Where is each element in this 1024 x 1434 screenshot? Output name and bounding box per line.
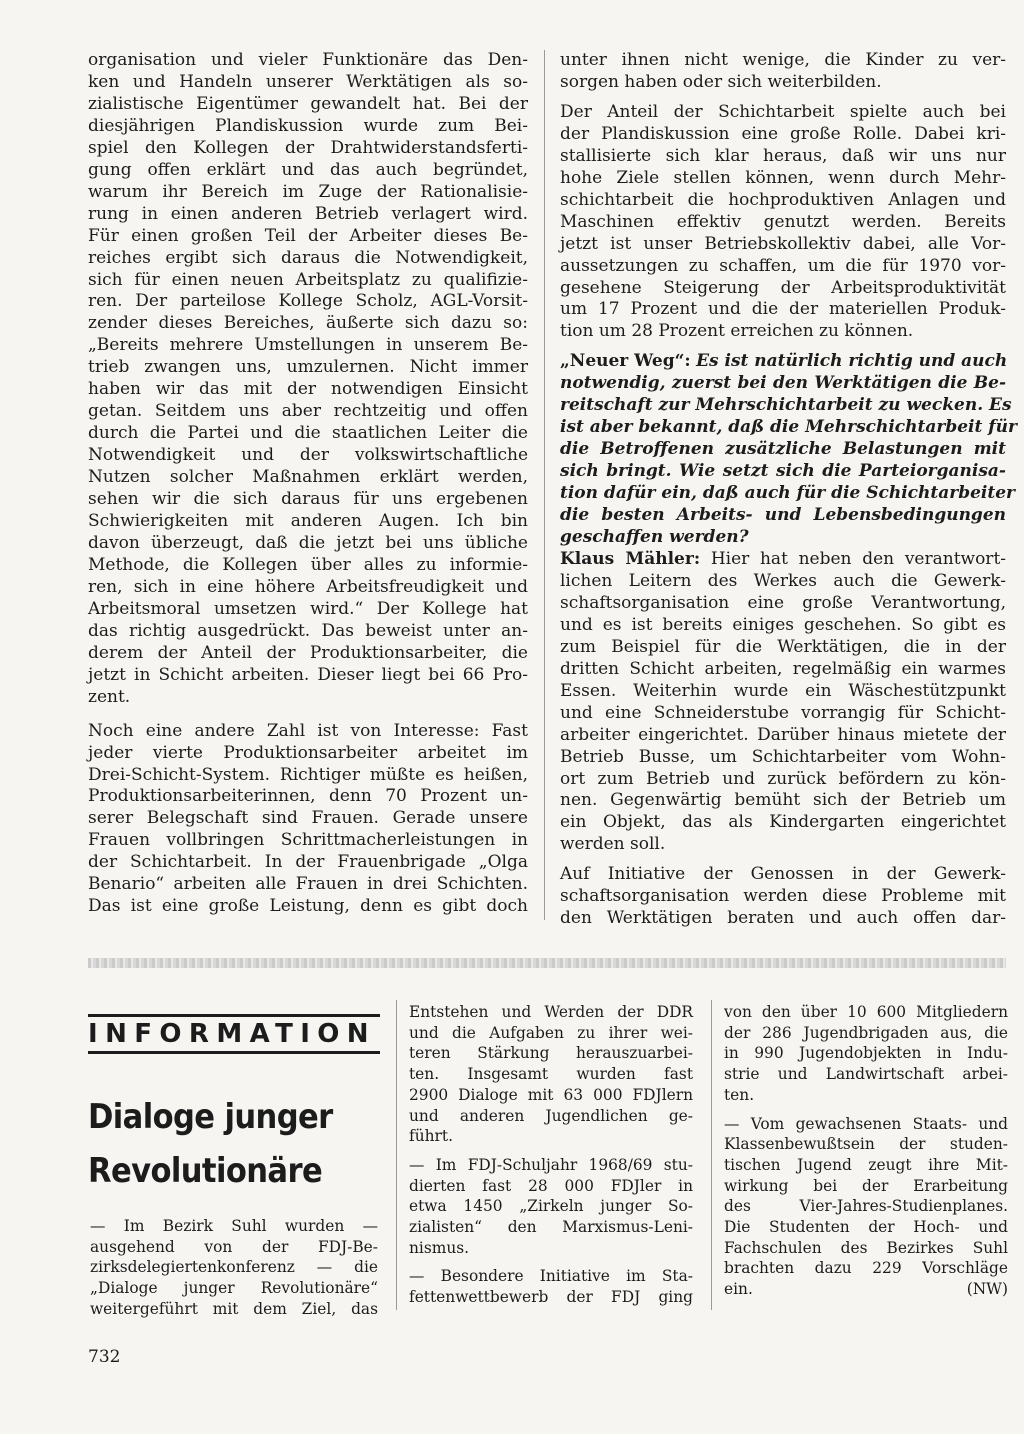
- text-line: Entstehen und Werden der DDR: [409, 1003, 693, 1021]
- text-line: zirksdelegiertenkonferenz — die: [90, 1258, 378, 1277]
- section-separator: [88, 958, 1006, 968]
- text-line: unter ihnen nicht wenige, die Kinder zu ver-: [560, 50, 1006, 70]
- answer-line: und es ist bereits einiges geschehen. So gibt es: [560, 614, 1006, 635]
- question-line: notwendig, zuerst bei den Werktätigen die Be-: [560, 373, 1006, 394]
- text-line: fettenwettbewerb der FDJ ging: [409, 1288, 693, 1307]
- text-line: der 286 Jugendbrigaden aus, die: [724, 1023, 1008, 1042]
- text-line: davon überzeugt, daß die jetzt bei uns übliche: [88, 532, 528, 553]
- paragraph-scholz-quote: [88, 50, 528, 709]
- text-line: der Plandiskussion eine große Rolle. Dabei kri-: [560, 123, 1006, 144]
- text-line: Benario“ arbeiten alle Frauen in drei Schichten.: [88, 874, 528, 895]
- interviewee-label: Klaus Mähler:: [560, 548, 701, 569]
- text-line: sich für einen neuen Arbeitsplatz zu qualifizie-: [88, 269, 528, 290]
- text-line: trieb zwangen uns, umzulernen. Nicht immer: [88, 357, 528, 378]
- text-line: aussetzungen zu schaffen, um die für 1970 vor-: [560, 255, 1006, 276]
- text-line: strie und Landwirtschaft arbei-: [724, 1065, 1008, 1084]
- text-line: schaftsorganisation werden diese Probleme mit: [560, 886, 1006, 907]
- text-line: ten.: [724, 1085, 755, 1104]
- text-line: des Vier-Jahres-Studienplanes.: [724, 1197, 1008, 1216]
- headline-line-2: Revolutionäre: [88, 1151, 323, 1191]
- question-line: [560, 351, 1006, 373]
- closing-word: ein.: [724, 1280, 753, 1299]
- text-line: zent.: [88, 686, 131, 707]
- column-rule-bottom-1: [396, 1000, 397, 1310]
- text-line: Maschinen effektiv genutzt werden. Bereits: [560, 211, 1006, 232]
- text-line: warum ihr Bereich im Zuge der Rationalisie-: [88, 181, 528, 202]
- paragraph-drei-schicht: [88, 721, 528, 919]
- interview-question: [560, 351, 1017, 549]
- text-line: etwa 1450 „Zirkeln junger So-: [409, 1197, 693, 1216]
- text-line: Schwierigkeiten mit anderen Augen. Ich bin: [88, 511, 528, 532]
- text-line: schichtarbeit die hochproduktiven Anlagen und: [560, 189, 1006, 210]
- answer-line: Essen. Weiterhin wurde ein Wäschestützpunkt: [560, 680, 1006, 701]
- headline: [88, 1090, 388, 1198]
- text-line: Arbeitsmoral umsetzen wird.“ Der Kollege hat: [88, 598, 528, 619]
- answer-line: Betrieb Busse, um Schichtarbeiter vom Wohn-: [560, 746, 1006, 767]
- text-line: serer Belegschaft sind Frauen. Gerade unsere: [88, 808, 528, 829]
- paragraph-ddr-dialoge: [409, 1002, 693, 1147]
- text-line: tion um 28 Prozent erreichen zu können.: [560, 321, 914, 342]
- answer-line: dritten Schicht arbeiten, regelmäßig ein warmes: [560, 658, 1006, 679]
- question-line: die Betroffenen zusätzliche Belastungen mit: [560, 439, 1006, 460]
- text-line: wirkung bei der Erarbeitung: [724, 1176, 1008, 1195]
- interview-answer: [560, 549, 1006, 856]
- closing-line: [724, 1279, 1008, 1300]
- text-line: Drei-Schicht-System. Richtiger müßte es heißen,: [88, 764, 528, 785]
- text-line: Frauen vollbringen Schrittmacherleistungen in: [88, 830, 528, 851]
- answer-line: nen. Gegenwärtig bemüht sich der Betrieb um: [560, 790, 1006, 811]
- text-line: Notwendigkeit und der volkswirtschaftliche: [88, 445, 528, 466]
- column-rule-top: [544, 50, 545, 920]
- text-line: sorgen haben oder sich weiterbilden.: [560, 71, 882, 92]
- answer-line: zum Beispiel für die Werktätigen, die in der: [560, 636, 1006, 657]
- answer-line: arbeiter eingerichtet. Darüber hinaus mietete der: [560, 724, 1006, 745]
- interviewer-label: „Neuer Weg“:: [560, 351, 691, 372]
- text-line: Methode, die Kollegen über alles zu informie-: [88, 554, 528, 575]
- text-line: 2900 Dialoge mit 63 000 FDJlern: [409, 1085, 693, 1104]
- text-line: Auf Initiative der Genossen in der Gewerk-: [560, 864, 1006, 885]
- info-column-1: [90, 1216, 378, 1320]
- text-line: Nutzen solcher Maßnahmen erklärt werden,: [88, 467, 528, 488]
- page-number: 732: [88, 1347, 121, 1367]
- text-line: zialistische Eigentümer gewandelt hat. Bei der: [88, 93, 528, 114]
- text-line: — Im FDJ-Schuljahr 1968/69 stu-: [409, 1155, 693, 1174]
- text-line: gung offen erklärt und das auch begründet,: [88, 159, 528, 180]
- text-line: dierten fast 28 000 FDJler in: [409, 1176, 693, 1195]
- text-line: durch die Partei und die staatlichen Leiter die: [88, 423, 528, 444]
- answer-text: Hier hat neben den verantwort-: [710, 548, 1007, 569]
- text-line: weitergeführt mit dem Ziel, das: [90, 1299, 378, 1318]
- text-line: Der Anteil der Schichtarbeit spielte auch bei: [560, 101, 1006, 122]
- text-line: — Vom gewachsenen Staats- und: [724, 1114, 1008, 1133]
- text-line: das richtig ausgedrückt. Das beweist unter an-: [88, 620, 528, 641]
- text-line: den Werktätigen beraten und auch offen dar-: [560, 908, 1006, 929]
- question-line: tion dafür ein, daß auch für die Schichtarbeiter: [560, 483, 1015, 504]
- paragraph-gewerkschaft: [560, 864, 1006, 930]
- text-line: sehen wir die sich daraus für uns ergebenen: [88, 489, 528, 510]
- text-line: „Dialoge junger Revolutionäre“: [90, 1279, 378, 1298]
- text-line: von den über 10 600 Mitgliedern: [724, 1003, 1008, 1021]
- text-line: in 990 Jugendobjekten in Indu-: [724, 1044, 1008, 1063]
- paragraph-studenten: [724, 1114, 1008, 1280]
- text-line: jetzt ist unser Betriebskollektiv dabei, alle Vor-: [560, 233, 1006, 254]
- paragraph-weiterbilden: [560, 50, 1006, 94]
- text-line: Noch eine andere Zahl ist von Interesse: Fast: [88, 720, 528, 741]
- column-rule-bottom-2: [711, 1000, 712, 1310]
- text-line: zender dieses Bereiches, äußerte sich dazu so:: [88, 313, 528, 334]
- text-line: tischen Jugend zeugt ihre Mit-: [724, 1155, 1008, 1174]
- paragraph-jugendbrigaden: [724, 1002, 1008, 1106]
- answer-line: lichen Leitern des Werkes auch die Gewerk-: [560, 570, 1006, 591]
- text-line: ken und Handeln unserer Werktätigen als so-: [88, 71, 528, 92]
- text-line: rung in einen anderen Betrieb verlagert wird.: [88, 203, 528, 224]
- text-line: Für einen großen Teil der Arbeiter dieses Be-: [88, 225, 528, 246]
- text-line: und die Aufgaben zu ihrer wei-: [409, 1023, 693, 1042]
- text-line: ausgehend von der FDJ-Be-: [90, 1237, 378, 1256]
- answer-line: [560, 549, 1006, 571]
- paragraph-stafettenwettbewerb: [409, 1266, 693, 1307]
- question-line: die besten Arbeits- und Lebensbedingungen: [560, 505, 1006, 526]
- answer-line: werden soll.: [560, 834, 666, 855]
- answer-line: und eine Schneiderstube vorrangig für Schicht-: [560, 702, 1006, 723]
- article-column-right: [560, 50, 1017, 930]
- info-column-3: [724, 1002, 1008, 1300]
- text-line: „Bereits mehrere Umstellungen in unserem Be-: [88, 335, 528, 356]
- text-line: brachten dazu 229 Vorschläge: [724, 1259, 1008, 1278]
- text-line: organisation und vieler Funktionäre das Den-: [88, 50, 528, 70]
- answer-line: ein Objekt, das als Kindergarten eingerichtet: [560, 812, 1006, 833]
- question-line: ist aber bekannt, daß die Mehrschichtarbeit für: [560, 417, 1017, 438]
- article-column-left: [88, 50, 528, 918]
- text-line: gesehene Steigerung der Arbeitsproduktivität: [560, 277, 1006, 298]
- text-line: Die Studenten der Hoch- und: [724, 1218, 1008, 1237]
- paragraph-bezirk-suhl: [90, 1216, 378, 1320]
- text-line: spiel den Kollegen der Drahtwiderstandsferti-: [88, 137, 528, 158]
- answer-line: ort zum Betrieb und zurück befördern zu kön-: [560, 768, 1006, 789]
- headline-line-1: Dialoge junger: [88, 1097, 333, 1137]
- question-line: sich bringt. Wie setzt sich die Parteiorganisa-: [560, 461, 1006, 482]
- text-line: getan. Seitdem uns aber rechtzeitig und offen: [88, 401, 528, 422]
- text-line: — Im Bezirk Suhl wurden —: [90, 1217, 378, 1235]
- text-line: und anderen Jugendlichen ge-: [409, 1106, 693, 1125]
- text-line: stallisierte sich klar heraus, daß wir uns nur: [560, 145, 1006, 166]
- text-line: ren, sich in eine höhere Arbeitsfreudigkeit und: [88, 576, 528, 597]
- text-line: Produktionsarbeiterinnen, denn 70 Prozent un-: [88, 786, 528, 807]
- text-line: diesjährigen Plandiskussion wurde zum Bei-: [88, 115, 528, 136]
- text-line: ten. Insgesamt wurden fast: [409, 1065, 693, 1084]
- paragraph-plandiskussion: [560, 102, 1006, 343]
- answer-line: schaftsorganisation eine große Verantwortung,: [560, 592, 1006, 613]
- text-line: um 17 Prozent und die der materiellen Produk-: [560, 299, 1006, 320]
- text-line: zialisten“ den Marxismus-Leni-: [409, 1218, 693, 1237]
- text-line: haben wir das mit der notwendigen Einsicht: [88, 379, 528, 400]
- text-line: — Besondere Initiative im Sta-: [409, 1267, 693, 1286]
- author-signature: (NW): [966, 1280, 1008, 1299]
- text-line: reiches ergibt sich daraus die Notwendigkeit,: [88, 247, 528, 268]
- question-line: reitschaft zur Mehrschichtarbeit zu wecken. Es: [560, 395, 1012, 416]
- text-line: jetzt in Schicht arbeiten. Dieser liegt bei 66 Pro-: [88, 664, 528, 685]
- paragraph-schuljahr: [409, 1155, 693, 1259]
- question-line: geschaffen werden?: [560, 527, 749, 548]
- text-line: nismus.: [409, 1238, 470, 1257]
- text-line: Fachschulen des Bezirkes Suhl: [724, 1238, 1008, 1257]
- question-text: Es ist natürlich richtig und auch: [696, 351, 1008, 372]
- text-line: führt.: [409, 1127, 453, 1146]
- text-line: jeder vierte Produktionsarbeiter arbeitet im: [88, 742, 528, 763]
- text-line: derem der Anteil der Produktionsarbeiter, die: [88, 642, 528, 663]
- text-line: hohe Ziele stellen können, wenn durch Mehr-: [560, 167, 1006, 188]
- info-column-2: [409, 1002, 693, 1308]
- text-line: der Schichtarbeit. In der Frauenbrigade „Olga: [88, 852, 528, 873]
- section-label: INFORMATION: [88, 1014, 380, 1054]
- text-line: Das ist eine große Leistung, denn es gibt doch: [88, 896, 528, 917]
- text-line: ren. Der parteilose Kollege Scholz, AGL-Vorsit-: [88, 291, 528, 312]
- text-line: Klassenbewußtsein der studen-: [724, 1135, 1008, 1154]
- text-line: teren Stärkung herauszuarbei-: [409, 1044, 693, 1063]
